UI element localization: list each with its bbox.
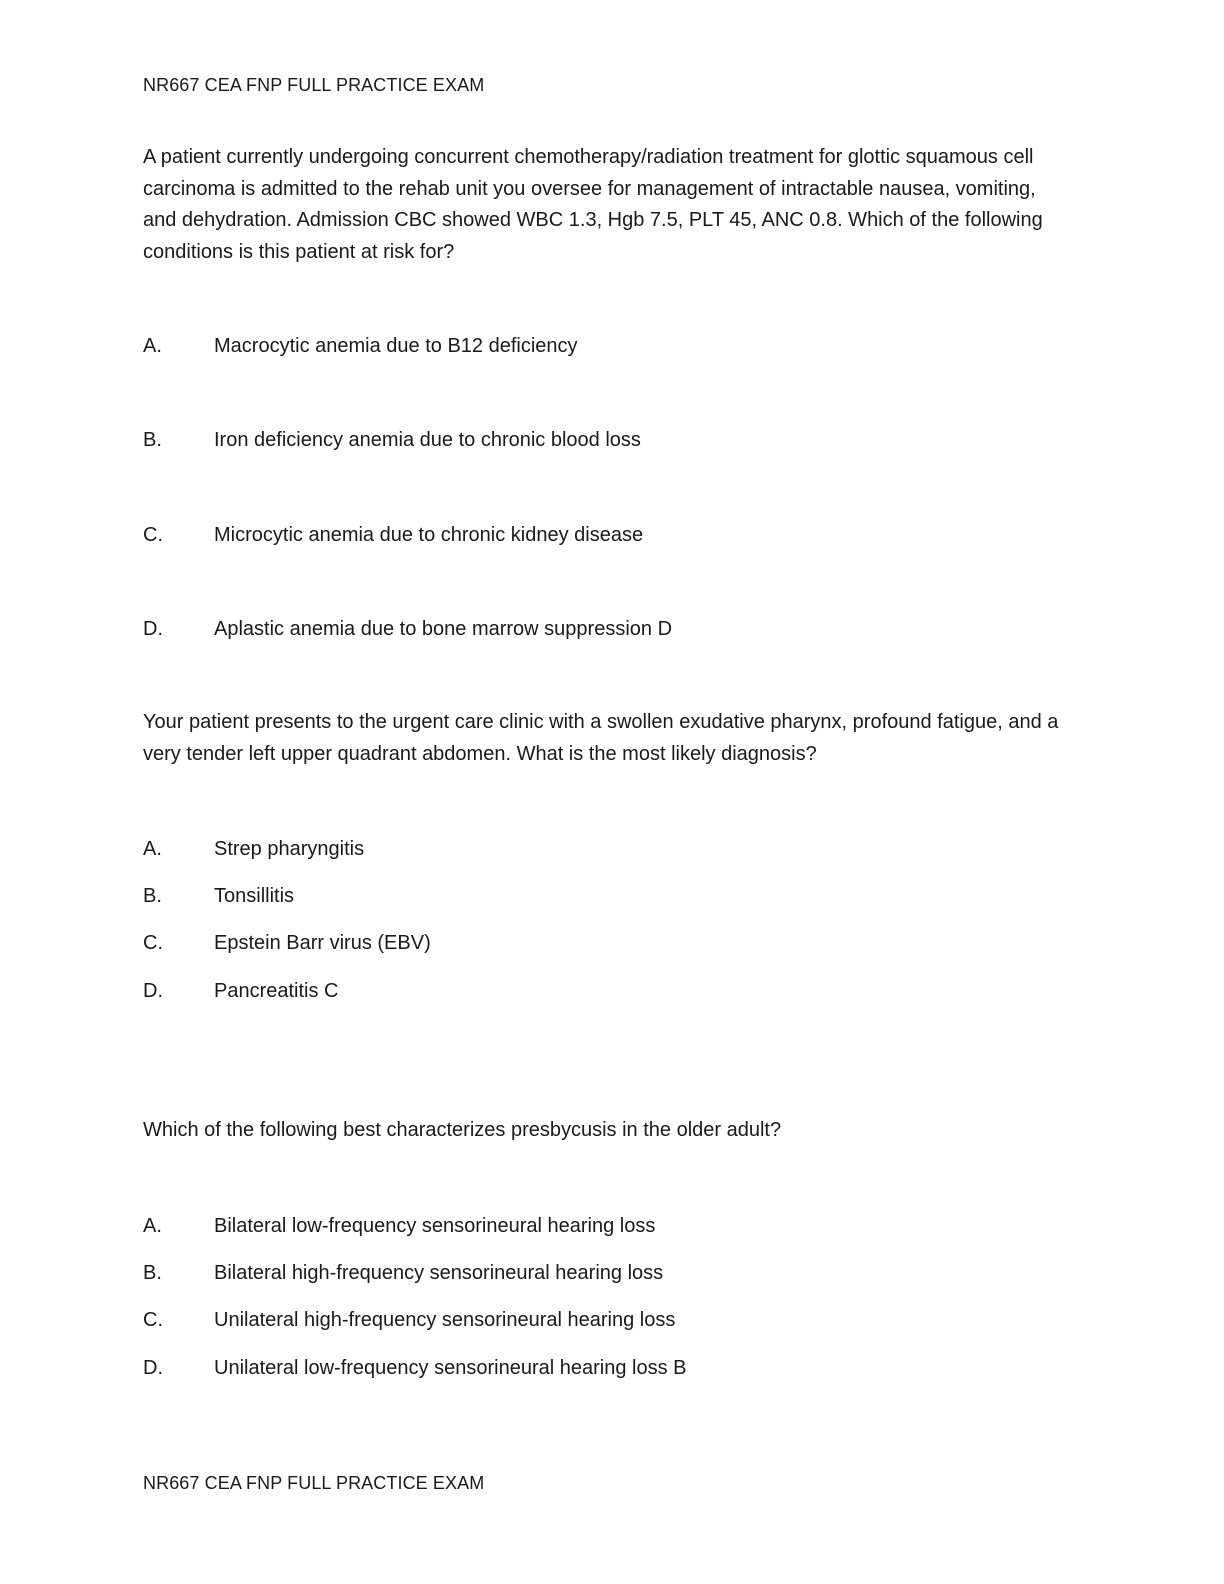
- question-3-stem: Which of the following best characterizes presbycusis in the older adult?: [143, 1119, 782, 1141]
- question-1-option-c: [143, 521, 1063, 549]
- option-letter: A.: [143, 1215, 162, 1237]
- question-3-option-d: [143, 1354, 1063, 1382]
- option-letter: C.: [143, 1309, 163, 1331]
- page-footer: NR667 CEA FNP FULL PRACTICE EXAM: [143, 1473, 485, 1493]
- question-2-option-a: [143, 835, 1063, 863]
- option-letter: A.: [143, 838, 162, 860]
- question-2-option-c: [143, 929, 1063, 957]
- option-letter: B.: [143, 1262, 162, 1284]
- page-header: NR667 CEA FNP FULL PRACTICE EXAM: [143, 75, 485, 95]
- option-letter: A.: [143, 335, 162, 357]
- option-text: Epstein Barr virus (EBV): [214, 932, 431, 954]
- question-1-option-a: [143, 332, 1063, 360]
- question-1-option-b: [143, 426, 1063, 454]
- option-text: Aplastic anemia due to bone marrow suppression D: [214, 618, 673, 640]
- option-text: Bilateral low-frequency sensorineural hearing loss: [214, 1215, 656, 1237]
- question-3-option-c: [143, 1306, 1063, 1334]
- option-letter: D.: [143, 980, 163, 1002]
- question-1-stem: A patient currently undergoing concurrent chemotherapy/radiation treatment for glottic squamous cell carcinoma is admitted to the rehab unit you oversee for management of intractable nausea, vomiting, and dehydration. Admission CBC showed WBC 1.3, Hgb 7.5, PLT 45, ANC 0.8. Which of the following conditions is this patient at risk for?: [143, 146, 1043, 263]
- option-text: Bilateral high-frequency sensorineural hearing loss: [214, 1262, 664, 1284]
- option-text: Macrocytic anemia due to B12 deficiency: [214, 335, 578, 357]
- question-1-option-d: [143, 615, 1063, 643]
- option-letter: D.: [143, 618, 163, 640]
- question-3-option-a: [143, 1212, 1063, 1240]
- option-letter: C.: [143, 524, 163, 546]
- option-letter: B.: [143, 885, 162, 907]
- question-2-option-b: [143, 882, 1063, 910]
- option-letter: D.: [143, 1357, 163, 1379]
- option-letter: C.: [143, 932, 163, 954]
- option-text: Unilateral high-frequency sensorineural hearing loss: [214, 1309, 676, 1331]
- option-text: Tonsillitis: [214, 885, 295, 907]
- question-2-stem: Your patient presents to the urgent care clinic with a swollen exudative pharynx, profound fatigue, and a very tender left upper quadrant abdomen. What is the most likely diagnosis?: [143, 711, 1059, 765]
- option-text: Unilateral low-frequency sensorineural hearing loss B: [214, 1357, 687, 1379]
- option-text: Strep pharyngitis: [214, 838, 365, 860]
- question-3-option-b: [143, 1259, 1063, 1287]
- option-text: Iron deficiency anemia due to chronic blood loss: [214, 429, 641, 451]
- option-letter: B.: [143, 429, 162, 451]
- option-text: Microcytic anemia due to chronic kidney disease: [214, 524, 644, 546]
- option-text: Pancreatitis C: [214, 980, 339, 1002]
- question-2-option-d: [143, 977, 1063, 1005]
